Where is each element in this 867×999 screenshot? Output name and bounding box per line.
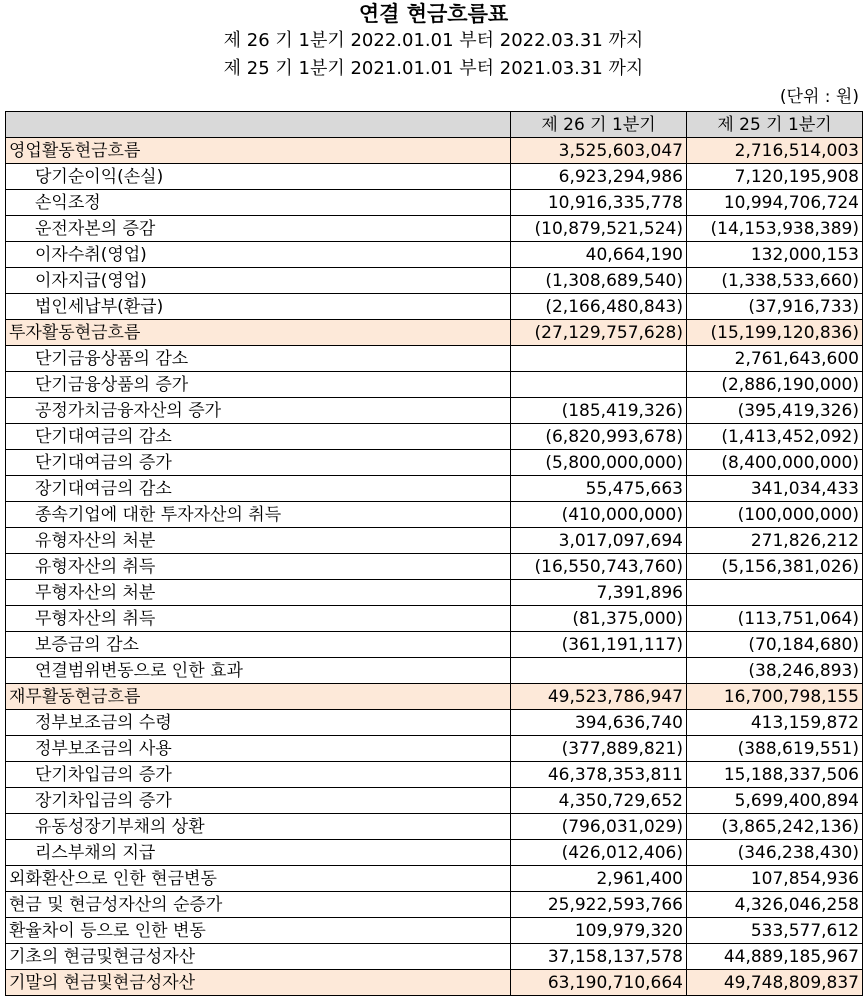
previous-period-value: 15,188,337,506: [687, 762, 863, 788]
table-row: [6, 294, 863, 320]
previous-period-value: 49,748,809,837: [687, 970, 863, 996]
table-row: [6, 164, 863, 190]
table-row: [6, 814, 863, 840]
table-row: [6, 632, 863, 658]
current-period-value: (6,820,993,678): [511, 424, 687, 450]
table-row: [6, 788, 863, 814]
header-current-period: 제 26 기 1분기: [511, 112, 687, 138]
current-period-value: (10,879,521,524): [511, 216, 687, 242]
current-period-value: 109,979,320: [511, 918, 687, 944]
account-label: 영업활동현금흐름: [6, 138, 511, 164]
period-previous: 제 25 기 1분기 2021.01.01 부터 2021.03.31 까지: [223, 58, 644, 79]
table-row: [6, 970, 863, 996]
current-period-value: 63,190,710,664: [511, 970, 687, 996]
current-period-value: 55,475,663: [511, 476, 687, 502]
table-row: [6, 372, 863, 398]
previous-period-value: (70,184,680): [687, 632, 863, 658]
current-period-value: (27,129,757,628): [511, 320, 687, 346]
current-period-value: (361,191,117): [511, 632, 687, 658]
table-header-row: [6, 112, 863, 138]
current-period-value: 46,378,353,811: [511, 762, 687, 788]
previous-period-value: 44,889,185,967: [687, 944, 863, 970]
previous-period-value: [687, 580, 863, 606]
table-row: [6, 658, 863, 684]
account-label: 당기순이익(손실): [6, 164, 511, 190]
table-row: [6, 606, 863, 632]
account-label: 무형자산의 처분: [6, 580, 511, 606]
table-row: [6, 918, 863, 944]
previous-period-value: 413,159,872: [687, 710, 863, 736]
account-label: 유동성장기부채의 상환: [6, 814, 511, 840]
account-label: 리스부채의 지급: [6, 840, 511, 866]
current-period-value: 4,350,729,652: [511, 788, 687, 814]
table-row: [6, 866, 863, 892]
previous-period-value: 271,826,212: [687, 528, 863, 554]
cash-flow-table: [5, 111, 863, 996]
account-label: 기말의 현금및현금성자산: [6, 970, 511, 996]
account-label: 보증금의 감소: [6, 632, 511, 658]
current-period-value: 25,922,593,766: [511, 892, 687, 918]
table-row: [6, 424, 863, 450]
account-label: 단기금융상품의 증가: [6, 372, 511, 398]
table-row: [6, 554, 863, 580]
previous-period-value: 533,577,612: [687, 918, 863, 944]
account-label: 현금 및 현금성자산의 순증가: [6, 892, 511, 918]
table-row: [6, 840, 863, 866]
account-label: 유형자산의 처분: [6, 528, 511, 554]
current-period-value: [511, 346, 687, 372]
previous-period-value: 4,326,046,258: [687, 892, 863, 918]
header-previous-period: 제 25 기 1분기: [687, 112, 863, 138]
account-label: 연결범위변동으로 인한 효과: [6, 658, 511, 684]
previous-period-value: (100,000,000): [687, 502, 863, 528]
previous-period-value: 2,761,643,600: [687, 346, 863, 372]
current-period-value: (2,166,480,843): [511, 294, 687, 320]
previous-period-value: 2,716,514,003: [687, 138, 863, 164]
previous-period-value: 107,854,936: [687, 866, 863, 892]
previous-period-value: 16,700,798,155: [687, 684, 863, 710]
current-period-value: 10,916,335,778: [511, 190, 687, 216]
table-row: [6, 242, 863, 268]
table-row: [6, 190, 863, 216]
account-label: 무형자산의 취득: [6, 606, 511, 632]
table-row: [6, 944, 863, 970]
account-label: 유형자산의 취득: [6, 554, 511, 580]
table-row: [6, 346, 863, 372]
table-row: [6, 216, 863, 242]
current-period-value: (426,012,406): [511, 840, 687, 866]
account-label: 이자수취(영업): [6, 242, 511, 268]
current-period-value: 3,017,097,694: [511, 528, 687, 554]
current-period-value: (796,031,029): [511, 814, 687, 840]
previous-period-value: (395,419,326): [687, 398, 863, 424]
table-row: [6, 710, 863, 736]
current-period-value: (81,375,000): [511, 606, 687, 632]
table-row: [6, 892, 863, 918]
table-row: [6, 138, 863, 164]
table-row: [6, 528, 863, 554]
account-label: 환율차이 등으로 인한 변동: [6, 918, 511, 944]
period-current: 제 26 기 1분기 2022.01.01 부터 2022.03.31 까지: [223, 30, 644, 51]
account-label: 단기대여금의 감소: [6, 424, 511, 450]
table-row: [6, 398, 863, 424]
account-label: 법인세납부(환급): [6, 294, 511, 320]
current-period-value: (185,419,326): [511, 398, 687, 424]
account-label: 투자활동현금흐름: [6, 320, 511, 346]
table-row: [6, 580, 863, 606]
account-label: 장기차입금의 증가: [6, 788, 511, 814]
table-row: [6, 268, 863, 294]
current-period-value: 37,158,137,578: [511, 944, 687, 970]
account-label: 단기금융상품의 감소: [6, 346, 511, 372]
account-label: 장기대여금의 감소: [6, 476, 511, 502]
account-label: 기초의 현금및현금성자산: [6, 944, 511, 970]
previous-period-value: 341,034,433: [687, 476, 863, 502]
previous-period-value: (14,153,938,389): [687, 216, 863, 242]
previous-period-value: (1,413,452,092): [687, 424, 863, 450]
table-row: [6, 476, 863, 502]
current-period-value: 3,525,603,047: [511, 138, 687, 164]
previous-period-value: (113,751,064): [687, 606, 863, 632]
table-body: [6, 138, 863, 996]
current-period-value: (16,550,743,760): [511, 554, 687, 580]
previous-period-value: (38,246,893): [687, 658, 863, 684]
current-period-value: (410,000,000): [511, 502, 687, 528]
previous-period-value: 7,120,195,908: [687, 164, 863, 190]
current-period-value: [511, 372, 687, 398]
table-row: [6, 502, 863, 528]
account-label: 재무활동현금흐름: [6, 684, 511, 710]
current-period-value: 2,961,400: [511, 866, 687, 892]
account-label: 정부보조금의 사용: [6, 736, 511, 762]
current-period-value: 6,923,294,986: [511, 164, 687, 190]
previous-period-value: (2,886,190,000): [687, 372, 863, 398]
account-label: 이자지급(영업): [6, 268, 511, 294]
previous-period-value: (37,916,733): [687, 294, 863, 320]
table-row: [6, 736, 863, 762]
previous-period-value: (3,865,242,136): [687, 814, 863, 840]
current-period-value: [511, 658, 687, 684]
account-label: 단기차입금의 증가: [6, 762, 511, 788]
account-label: 종속기업에 대한 투자자산의 취득: [6, 502, 511, 528]
account-label: 공정가치금융자산의 증가: [6, 398, 511, 424]
previous-period-value: (1,338,533,660): [687, 268, 863, 294]
account-label: 외화환산으로 인한 현금변동: [6, 866, 511, 892]
current-period-value: 40,664,190: [511, 242, 687, 268]
previous-period-value: (8,400,000,000): [687, 450, 863, 476]
statement-title: 연결 현금흐름표: [358, 2, 509, 26]
unit-label: (단위 : 원): [779, 87, 859, 107]
current-period-value: 7,391,896: [511, 580, 687, 606]
previous-period-value: (5,156,381,026): [687, 554, 863, 580]
table-row: [6, 450, 863, 476]
previous-period-value: 132,000,153: [687, 242, 863, 268]
previous-period-value: 5,699,400,894: [687, 788, 863, 814]
previous-period-value: 10,994,706,724: [687, 190, 863, 216]
table-row: [6, 762, 863, 788]
previous-period-value: (388,619,551): [687, 736, 863, 762]
current-period-value: 394,636,740: [511, 710, 687, 736]
account-label: 운전자본의 증감: [6, 216, 511, 242]
current-period-value: (377,889,821): [511, 736, 687, 762]
account-label: 단기대여금의 증가: [6, 450, 511, 476]
account-label: 손익조정: [6, 190, 511, 216]
account-label: 정부보조금의 수령: [6, 710, 511, 736]
previous-period-value: (346,238,430): [687, 840, 863, 866]
current-period-value: (5,800,000,000): [511, 450, 687, 476]
current-period-value: (1,308,689,540): [511, 268, 687, 294]
table-row: [6, 684, 863, 710]
current-period-value: 49,523,786,947: [511, 684, 687, 710]
previous-period-value: (15,199,120,836): [687, 320, 863, 346]
header-account: [6, 112, 511, 138]
table-row: [6, 320, 863, 346]
